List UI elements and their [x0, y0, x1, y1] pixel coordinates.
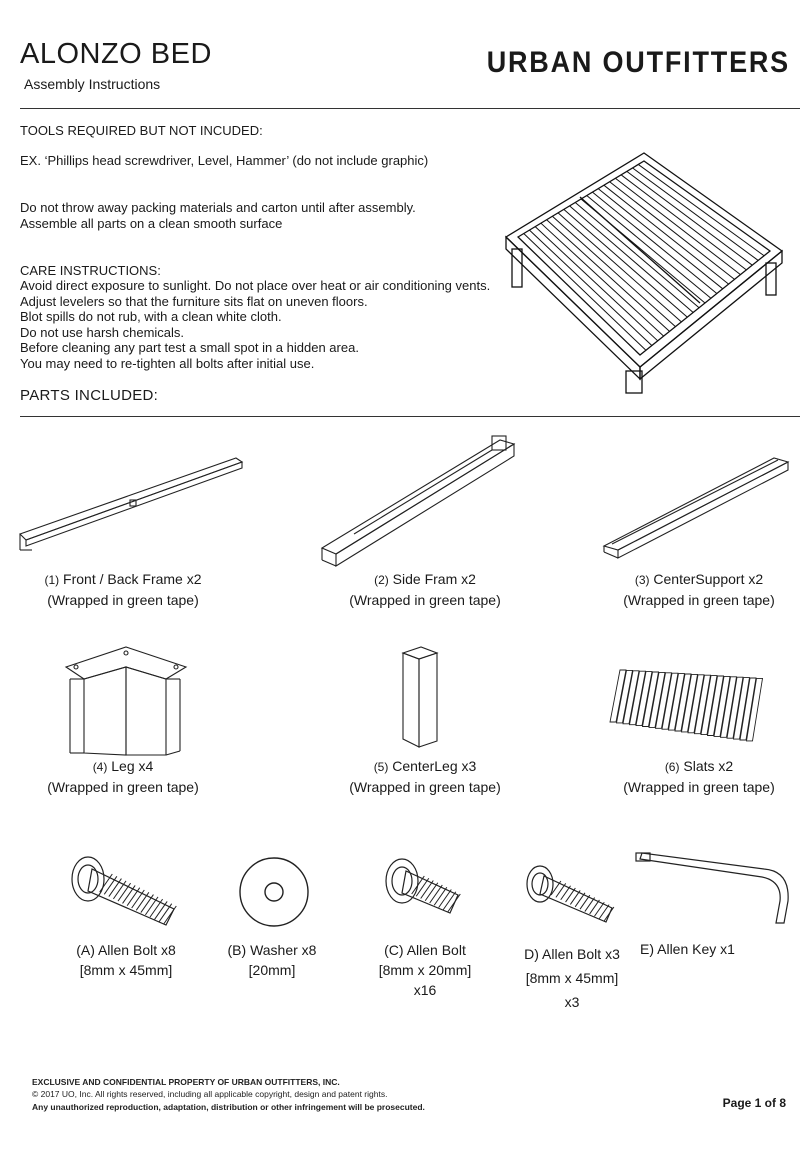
part-label: Slats x2	[683, 758, 734, 774]
care-line: Adjust levelers so that the furniture sits flat on uneven floors.	[20, 293, 368, 309]
care-line: You may need to re-tighten all bolts after initial use.	[20, 355, 315, 371]
hardware-caption	[640, 939, 770, 959]
care-line: Blot spills do not rub, with a clean white cloth.	[20, 309, 282, 324]
part-note: (Wrapped in green tape)	[349, 592, 501, 608]
part-label: CenterSupport x2	[653, 571, 764, 587]
allen-key-icon	[636, 855, 796, 935]
part-name	[596, 569, 802, 590]
part-label: Front / Back Frame x2	[63, 571, 202, 587]
hardware-qty: x16	[413, 982, 437, 998]
washer-icon	[234, 852, 314, 932]
part-note: (Wrapped in green tape)	[47, 779, 199, 795]
tools-heading: TOOLS REQUIRED BUT NOT INCUDED:	[20, 123, 263, 138]
hardware-size: [8mm x 20mm]	[378, 962, 472, 978]
part-caption	[322, 569, 528, 610]
care-line: Avoid direct exposure to sunlight. Do not place over heat or air conditioning vents.	[20, 278, 491, 293]
tools-example: EX. ‘Phillips head screwdriver, Level, Hammer’ (do not include graphic)	[20, 153, 429, 168]
part-caption	[596, 756, 802, 797]
footer-legal: Any unauthorized reproduction, adaptation, distribution or other infringement will be prosecuted.	[32, 1102, 425, 1112]
part-note: (Wrapped in green tape)	[623, 592, 775, 608]
part-name	[322, 756, 528, 777]
document-title: ALONZO BED	[20, 38, 212, 70]
hardware-name: D) Allen Bolt x3	[524, 946, 620, 962]
parts-divider	[20, 416, 800, 417]
hardware-name: (B) Washer x8	[227, 942, 317, 958]
part-number: (2)	[374, 573, 389, 587]
part-caption	[20, 756, 226, 797]
hardware-size: [20mm]	[248, 962, 296, 978]
allen-bolt-short-icon	[378, 853, 468, 933]
footer-copyright: © 2017 UO, Inc. All rights reserved, including all applicable copyright, design and patent rights.	[32, 1089, 388, 1099]
hardware-size: [8mm x 45mm]	[525, 970, 619, 986]
part-name	[322, 569, 528, 590]
part-caption	[20, 569, 226, 610]
part-name	[596, 756, 802, 777]
hardware-name: (A) Allen Bolt x8	[76, 942, 176, 958]
part-label: Side Fram x2	[392, 571, 476, 587]
allen-bolt-medium-icon	[520, 862, 620, 942]
care-line: Do not use harsh chemicals.	[20, 324, 185, 340]
brand-logo: URBAN OUTFITTERS	[486, 46, 790, 79]
note-line: Do not throw away packing materials and carton until after assembly.	[20, 200, 416, 215]
part-caption	[596, 569, 802, 610]
part-label: CenterLeg x3	[392, 758, 477, 774]
bed-frame-illustration	[498, 145, 788, 395]
part-number: (3)	[634, 573, 650, 587]
part-name	[20, 569, 226, 590]
hardware-caption	[210, 940, 334, 980]
part-number: (6)	[664, 760, 680, 774]
header-divider	[20, 108, 800, 109]
part-note: (Wrapped in green tape)	[47, 592, 199, 608]
page-number: Page 1 of 8	[722, 1096, 786, 1110]
allen-bolt-long-icon	[66, 853, 186, 933]
part-note: (Wrapped in green tape)	[623, 779, 775, 795]
part-number: (4)	[92, 760, 108, 774]
hardware-caption	[46, 940, 206, 980]
note-line: Assemble all parts on a clean smooth surface	[20, 216, 283, 231]
frame-rail-icon	[12, 450, 252, 560]
hardware-name: (C) Allen Bolt	[384, 942, 466, 958]
parts-heading: PARTS INCLUDED:	[20, 387, 159, 404]
hardware-name: E) Allen Key x1	[640, 941, 735, 957]
slats-icon	[610, 662, 780, 752]
part-number: (1)	[44, 573, 60, 587]
document-subtitle: Assembly Instructions	[24, 76, 161, 92]
hardware-qty: x3	[564, 994, 580, 1010]
center-leg-icon	[395, 643, 445, 753]
part-label: Leg x4	[111, 758, 154, 774]
part-note: (Wrapped in green tape)	[349, 779, 501, 795]
care-heading: CARE INSTRUCTIONS:	[20, 263, 161, 278]
footer-confidential: EXCLUSIVE AND CONFIDENTIAL PROPERTY OF URBAN OUTFITTERS, INC.	[32, 1077, 340, 1087]
care-line: Before cleaning any part test a small spot in a hidden area.	[20, 340, 359, 355]
hardware-caption	[350, 940, 500, 1000]
part-number: (5)	[373, 760, 389, 774]
corner-leg-icon	[60, 643, 190, 761]
center-support-icon	[598, 452, 798, 562]
hardware-caption	[506, 942, 638, 1014]
side-rail-icon	[314, 430, 524, 570]
hardware-size: [8mm x 45mm]	[79, 962, 173, 978]
part-name	[20, 756, 226, 777]
part-caption	[322, 756, 528, 797]
